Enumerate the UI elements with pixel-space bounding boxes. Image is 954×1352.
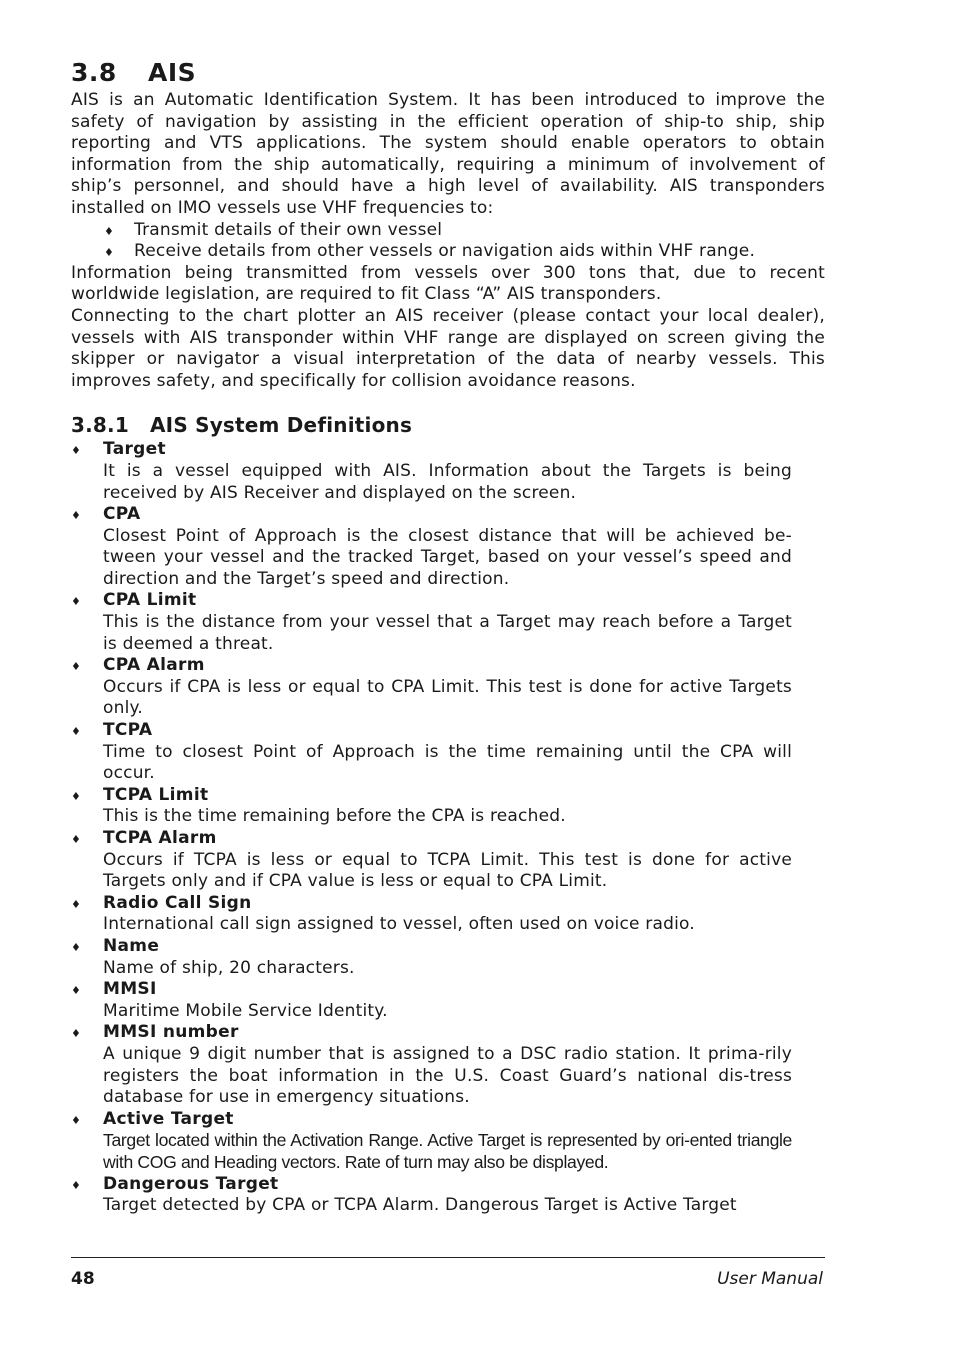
definition-item [71,893,792,936]
definition-description: Closest Point of Approach is the closest distance that will be achieved be-tween your vessel and the tracked Target, based on your vessel’s speed and direction and the Target’s speed and direction. [103,525,792,589]
section-number: 3.8 [71,58,117,87]
definition-description: Occurs if TCPA is less or equal to TCPA Limit. This test is done for active Targets only and if CPA value is less or equal to CPA Limit. [103,849,792,892]
diamond-bullet-icon: ♦ [71,660,81,674]
diamond-bullet-icon: ♦ [71,1027,81,1041]
definition-term: Radio Call Sign [103,892,252,913]
definition-description: Occurs if CPA is less or equal to CPA Limit. This test is done for active Targets only. [103,676,792,719]
definition-description: International call sign assigned to vessel, often used on voice radio. [103,914,695,935]
definition-term: TCPA Limit [103,784,209,805]
intro-paragraph-3: Connecting to the chart plotter an AIS receiver (please contact your local dealer), vessels with AIS transponder within VHF range are displayed on screen giving the skipper or navigator a visual interpretation of the data of nearby vessels. This improves safety, and specifically for collision avoidance reasons. [71,305,825,391]
section-title: AIS [148,58,197,87]
intro-bullet-text: Transmit details of their own vessel [134,219,443,240]
intro-bullet-text: Receive details from other vessels or navigation aids within VHF range. [134,241,756,262]
subsection-number: 3.8.1 [71,413,129,438]
definition-item [71,785,792,828]
diamond-bullet-icon: ♦ [71,444,81,458]
page-content [71,56,825,1217]
diamond-bullet-icon: ♦ [71,833,81,846]
definition-description: Maritime Mobile Service Identity. [103,1000,388,1021]
intro-bullet-item [104,241,825,263]
definition-term: TCPA Alarm [103,828,217,848]
diamond-bullet-icon: ♦ [71,789,81,803]
definition-item [71,504,792,590]
definition-description: It is a vessel equipped with AIS. Information about the Targets is being received by AIS Receiver and displayed on the screen. [103,460,792,503]
footer-page-number: 48 [71,1269,95,1289]
definition-term: Name [103,935,160,956]
footer-document-title: User Manual [717,1269,823,1289]
definitions-list [71,439,792,1216]
definition-item [71,720,792,785]
diamond-bullet-icon: ♦ [71,940,81,954]
subsection-title: AIS System Definitions [150,413,413,438]
footer-divider [71,1257,825,1258]
definition-item [71,590,792,655]
definition-item [71,979,792,1022]
definition-term: Dangerous Target [103,1173,279,1194]
definition-term: Active Target [103,1108,234,1129]
definition-term: CPA Limit [103,590,197,611]
diamond-bullet-icon: ♦ [71,984,81,998]
definition-description: A unique 9 digit number that is assigned to a DSC radio station. It prima-rily registers the boat information in the U.S. Coast Guard’s national dis-tress database for use in emergency situations. [103,1043,792,1108]
definition-description: Name of ship, 20 characters. [103,957,355,978]
definition-item [71,936,792,979]
definition-item [71,439,792,504]
definition-description: This is the distance from your vessel that a Target may reach before a Target is deemed a threat. [103,612,792,654]
diamond-bullet-icon: ♦ [71,595,81,609]
subsection-heading [71,411,825,439]
definition-item [71,655,792,720]
definition-item [71,1022,792,1108]
diamond-bullet-icon: ♦ [71,1113,81,1127]
definition-description: Time to closest Point of Approach is the time remaining until the CPA will occur. [103,741,792,784]
definition-description: This is the time remaining before the CPA is reached. [103,806,566,827]
diamond-bullet-icon: ♦ [71,725,81,739]
diamond-bullet-icon: ♦ [71,1178,81,1192]
definition-item [71,1174,792,1217]
definition-description: Target detected by CPA or TCPA Alarm. Dangerous Target is Active Target [103,1195,737,1216]
definition-description: Target located within the Activation Range. Active Target is represented by ori-ented triangle with COG and Heading vectors. Rate of turn may also be displayed. [103,1130,792,1172]
definition-term: MMSI number [103,1022,239,1043]
diamond-bullet-icon: ♦ [104,224,115,238]
diamond-bullet-icon: ♦ [104,246,115,260]
definition-term: MMSI [103,979,157,1000]
intro-bullet-list [71,220,825,263]
diamond-bullet-icon: ♦ [71,897,81,911]
definition-item [71,1109,792,1174]
definition-term: CPA [103,504,141,525]
intro-bullet-item [104,220,825,242]
definition-term: Target [103,439,166,460]
definition-term: CPA Alarm [103,655,205,676]
definition-item [71,828,792,893]
intro-paragraph-1: AIS is an Automatic Identification System. It has been introduced to improve the safety of navigation by assisting in the efficient operation of ship-to ship, ship reporting and VTS applications. The system should enable operators to obtain information from the ship automatically, requiring a minimum of involvement of ship’s personnel, and should have a high level of availability. AIS transponders installed on IMO vessels use VHF frequencies to: [71,90,825,218]
diamond-bullet-icon: ♦ [71,509,81,523]
definition-term: TCPA [103,720,153,741]
intro-paragraph-2: Information being transmitted from vessels over 300 tons that, due to recent worldwide legislation, are required to fit Class “A” AIS transponders. [71,262,825,305]
section-heading [71,56,825,90]
